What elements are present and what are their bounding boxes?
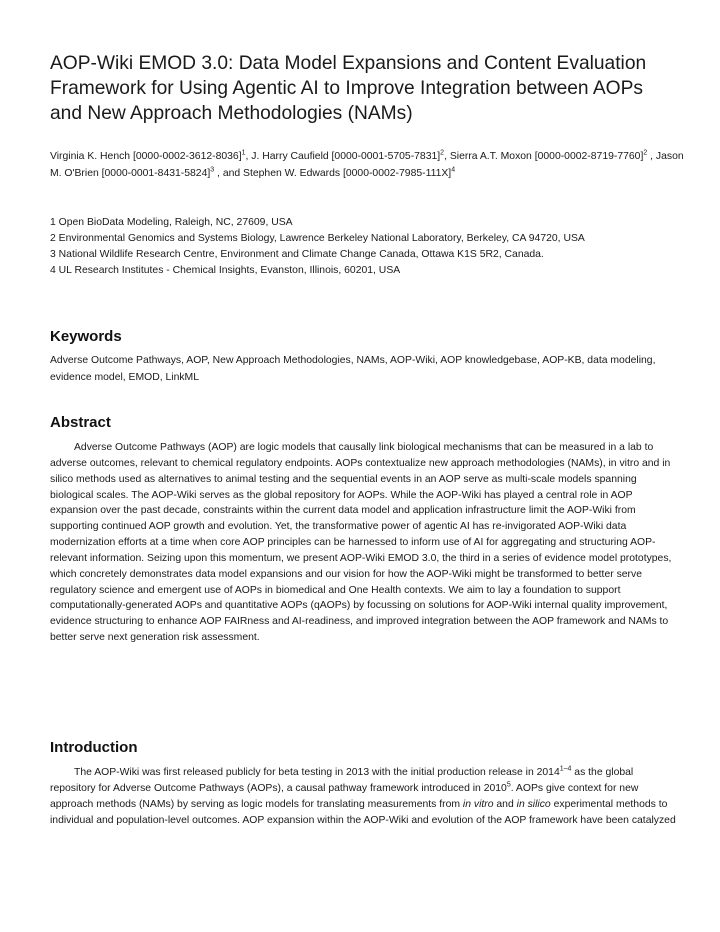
keywords-text: Adverse Outcome Pathways, AOP, New Approach Methodologies, NAMs, AOP-Wiki, AOP knowledgebase, AOP-KB, data modeling, evidence model, EMOD, LinkML	[50, 355, 656, 383]
affiliation-list	[50, 215, 690, 279]
author-name: , Jason M. O'Brien [0000-0001-8431-5824]	[50, 151, 684, 179]
intro-italic-term: in silico	[516, 798, 551, 810]
intro-text-segment: experimental methods to individual and population-level outcomes. AOP expansion within the AOP-Wiki and evolution of the AOP framework have been catalyzed	[50, 798, 676, 826]
author-list	[50, 149, 690, 182]
keywords-heading: Keywords	[50, 328, 122, 345]
intro-text-segment: and	[493, 798, 517, 810]
introduction-text	[50, 765, 680, 828]
affiliation-item: 3 National Wildlife Research Centre, Environment and Climate Change Canada, Ottawa K1S 5R2, Canada.	[50, 249, 544, 260]
affiliation-item: 2 Environmental Genomics and Systems Biology, Lawrence Berkeley National Laboratory, Berkeley, CA 94720, USA	[50, 233, 585, 244]
citation-marker: 5	[506, 781, 511, 789]
intro-italic-term: in vitro	[462, 798, 494, 810]
intro-text-segment: The AOP-Wiki was first released publicly for beta testing in 2013 with the initial production release in 2014	[74, 767, 560, 778]
citation-marker: 1–4	[559, 765, 572, 773]
intro-text-segment: . AOPs give context for new approach methods (NAMs) by serving as logic models for translating measurements from	[50, 782, 639, 810]
affiliation-item: 4 UL Research Institutes - Chemical Insights, Evanston, Illinois, 60201, USA	[50, 265, 401, 276]
author-name: Virginia K. Hench [0000-0002-3612-8036]	[50, 151, 242, 162]
abstract-text: Adverse Outcome Pathways (AOP) are logic models that causally link biological mechanisms that can be measured in a lab to adverse outcomes, relevant to chemical regulatory endpoints. AOPs contextualize new approach methodologies (NAMs), in vitro and in silico methods used as alternatives to animal testing and the sequential events in an AOP serve as multi-scale models spanning biological scales. The AOP-Wiki serves as the global repository for AOPs. While the AOP-Wiki has played a central role in AOP expansion over the past decade, constraints within the current data model and application infrastructure limit the AOP-Wiki from supporting continued AOP growth and evolution. Yet, the transformative power of agentic AI has re-invigorated AOP-Wiki data modernization efforts at a time when core AOP principles can be harnessed to inform use of AI for aggregating and structuring AOP-relevant information. Seizing upon this momentum, we present AOP-Wiki EMOD 3.0, the third in a series of evidence model prototypes, which concretely demonstrates data model expansions and our vision for how the AOP-Wiki might be transformed to better serve regulatory science and emergent use of AOPs in biomedical and One Health contexts. We aim to lay a foundation to support computationally-generated AOPs and quantitative AOPs (qAOPs) by focussing on solutions for AOP-Wiki internal quality improvement, evidence structuring to enhance AOP FAIRness and AI-readiness, and improved integration between the AOP framework and NAMs to better serve next generation risk assessment.	[50, 442, 672, 644]
author-affiliation-marker: 4	[451, 166, 456, 174]
author-affiliation-marker: 2	[643, 149, 648, 157]
author-name: , and Stephen W. Edwards [0000-0002-7985-111X]	[214, 167, 452, 179]
intro-text-segment: as the global repository for Adverse Outcome Pathways (AOPs), a causal pathway framework introduced in 2010	[50, 767, 634, 794]
abstract-heading: Abstract	[50, 414, 111, 431]
paper-title: AOP-Wiki EMOD 3.0: Data Model Expansions and Content Evaluation Framework for Using Agentic AI to Improve Integration between AOPs and New Approach Methodologies (NAMs)	[50, 53, 647, 124]
author-name: , J. Harry Caufield [0000-0001-5705-7831]	[245, 151, 441, 162]
affiliation-item: 1 Open BioData Modeling, Raleigh, NC, 27609, USA	[50, 217, 293, 228]
author-affiliation-marker: 3	[210, 166, 215, 174]
introduction-heading: Introduction	[50, 739, 138, 756]
author-name: , Sierra A.T. Moxon [0000-0002-8719-7760]	[444, 151, 644, 162]
author-affiliation-marker: 1	[241, 149, 246, 157]
author-affiliation-marker: 2	[440, 149, 445, 157]
